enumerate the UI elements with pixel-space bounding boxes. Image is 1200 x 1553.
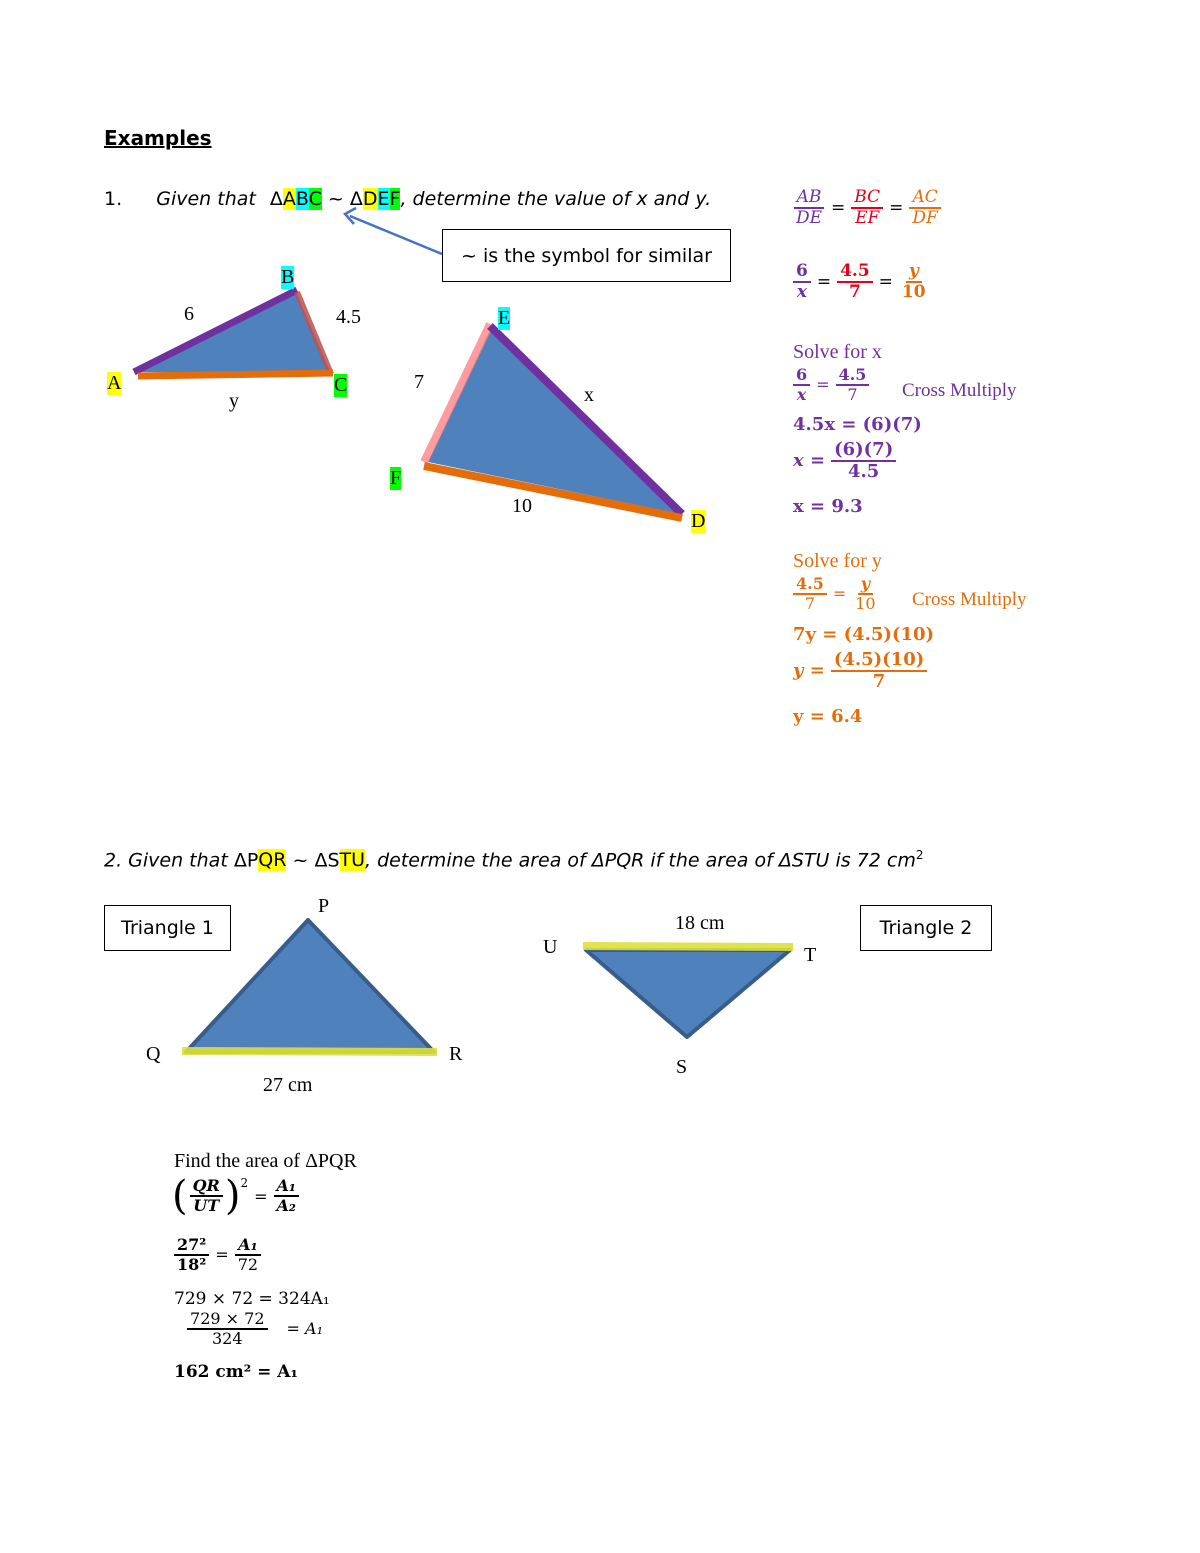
label-side-fd: 10 [512,495,532,517]
triangle-def [428,326,680,514]
triangle-2-box: Triangle 2 [860,905,992,951]
solve-x-step1: 4.5x = (6)(7) [793,414,922,435]
vertex-c-hl: C [308,188,322,210]
label-q: Q [146,1043,161,1065]
delta-abc: Δ [269,188,283,210]
ex2-delta-1: Δ [233,849,247,872]
label-qr-length: 27 cm [263,1074,313,1096]
sub-y: y [906,262,922,283]
solve-y-step2 [793,650,927,692]
label-e: E [498,307,511,329]
ratio-ef: EF [855,207,880,228]
ex2-qr-hl: QR [258,849,287,872]
example-2-question [104,848,923,871]
ex2-delta-2: Δ [314,849,328,872]
ratio-ac: AC [909,188,940,209]
callout-arrow [350,216,442,254]
label-t: T [804,944,817,966]
vertex-a-hl: A [282,188,296,210]
sy-den: 7 [872,670,886,692]
sx-lhs: x = [793,450,826,472]
label-side-bc: 4.5 [336,306,361,328]
label-p: P [318,895,330,917]
ex2-p: P [246,849,259,872]
sx-den: 4.5 [847,460,880,482]
ex2-s: S [327,849,340,872]
eq-sign: = [889,197,904,218]
area-step-4 [174,1310,323,1347]
solve-y-title: Solve for y [793,550,882,572]
ratio-ab: AB [794,188,825,209]
vertex-d-hl: D [362,188,378,210]
sx-f1d: x [796,384,807,404]
l1-eq: = [254,1186,268,1206]
sx-num: (6)(7) [831,440,896,462]
l1-den: UT [193,1196,220,1215]
area-title: Find the area of ΔPQR [174,1150,357,1172]
ex2-tu-hl: TU [339,849,366,872]
solve-y-result: y = 6.4 [793,706,863,727]
label-s: S [676,1056,688,1078]
vertex-f-hl: F [389,188,401,210]
eq-sign: = [831,197,846,218]
similar-symbol: ~ [321,188,350,210]
sy-f2d: 10 [855,593,876,613]
sx-f2n: 4.5 [836,366,870,386]
area-step-3: 729 × 72 = 324A₁ [174,1289,330,1309]
l2-num: 27² [174,1236,209,1256]
ex2-prefix: 2. Given that [104,849,234,872]
label-b: B [281,266,295,288]
side-qr [182,1051,437,1052]
sy-f2n: y [858,575,873,595]
l2-eq: = [215,1245,229,1265]
l1-rnum: A₁ [274,1177,299,1197]
l4-num: 729 × 72 [187,1310,267,1330]
l1-num: QR [190,1177,223,1197]
solve-y-fraction [793,575,879,612]
sx-f2d: 7 [847,384,858,404]
sub-10: 10 [901,281,926,302]
solve-y-cross: Cross Multiply [912,589,1027,610]
eq-sign: = [816,271,832,292]
sub-7: 7 [848,281,861,302]
question-number: 1. [104,188,123,210]
sub-x: x [796,281,807,302]
ratio-bc: BC [851,188,883,209]
heading: Examples [104,126,212,150]
side-ut [583,946,793,947]
sx-f1n: 6 [793,366,810,386]
label-r: R [449,1043,463,1065]
l2-den: 18² [177,1254,207,1274]
sy-num: (4.5)(10) [831,650,927,672]
label-side-ac: y [229,390,239,412]
delta-def: Δ [349,188,363,210]
ratio-equation [793,188,941,227]
solve-y-step1: 7y = (4.5)(10) [793,624,935,645]
l2-rnum: A₁ [235,1236,260,1256]
sy-lhs: y = [793,660,825,682]
area-step-2 [174,1236,261,1273]
substituted-ratios [793,262,929,301]
vertex-e-hl: E [377,188,390,210]
label-a: A [107,372,122,394]
solve-x-title: Solve for x [793,341,882,363]
label-side-ab: 6 [184,303,194,325]
l1-exp: 2 [240,1176,249,1190]
l4-rhs: = A₁ [286,1319,324,1339]
question-suffix: , determine the value of x and y. [400,188,712,210]
ex2-sup: 2 [915,848,924,862]
l2-rden: 72 [237,1254,259,1274]
ex2-sim: ~ [286,849,315,872]
solve-x-fraction [793,366,869,403]
l1-rden: A₂ [276,1196,296,1215]
sy-f1n: 4.5 [793,575,827,595]
label-side-ed: x [584,384,594,406]
triangle-pqr [186,920,434,1052]
area-step-1: ( $\frac{QR}{UT}$ ) $^2$ = $\frac{\text{A₁}}{\text{A₂}}$ [172,1176,299,1216]
triangle-stu [586,950,790,1037]
ratio-de: DE [796,207,823,228]
ex2-suffix: , determine the area of ΔPQR if the area of ΔSTU is 72 cm [365,849,916,872]
eq-sign: = [816,375,830,395]
label-c: C [334,374,348,396]
area-step-5: 162 cm² = A₁ [174,1362,298,1382]
solve-x-cross: Cross Multiply [902,380,1017,401]
similar-callout: ~ is the symbol for similar [442,229,731,282]
question-prefix: Given that [156,188,262,210]
side-ac [138,373,333,376]
eq-sign: = [832,584,847,604]
label-d: D [691,510,706,532]
triangle-1-box: Triangle 1 [104,905,231,951]
ratio-df: DF [912,207,938,228]
eq-sign: = [878,271,893,292]
vertex-b-hl: B [295,188,309,210]
label-ut-length: 18 cm [675,912,725,934]
label-f: F [390,467,402,489]
label-side-ef: 7 [414,371,424,393]
solve-x-result: x = 9.3 [793,496,863,517]
solve-x-step2 [793,440,896,482]
label-u: U [543,936,558,958]
sub-6: 6 [793,262,811,283]
l4-den: 324 [212,1328,243,1348]
sy-f1d: 7 [804,593,816,613]
sub-4-5: 4.5 [837,262,873,283]
